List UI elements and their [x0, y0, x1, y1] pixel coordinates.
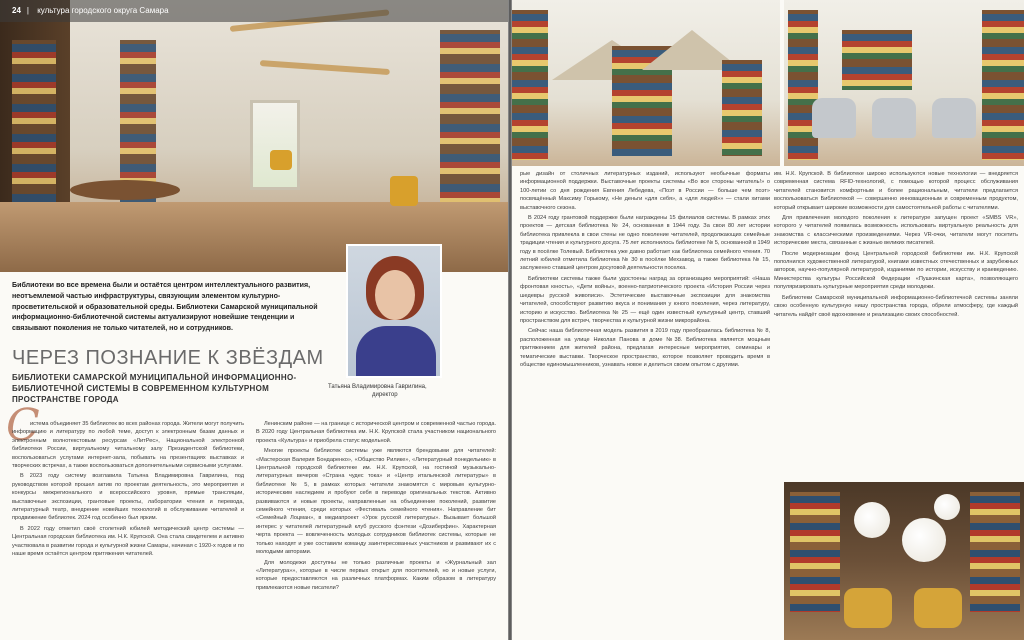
photo-bookshelf [970, 492, 1020, 612]
paragraph: В 2022 году отметил своё столетний юбилей методический центр системы — Центральная городская библиотека им. Н.К. Крупской. Она стала свидетелем и активно участвовала в развитии города и культурной жизни Самары, начиная с 1920-х годов и по наше время остаётся центром притяжения читателей. [12, 525, 244, 558]
text-column-left-2 [256, 420, 496, 638]
photo-bookshelf [790, 492, 840, 612]
photo-window [250, 100, 300, 190]
photo-airplane-model [260, 60, 390, 75]
page-number: 24 [12, 6, 21, 15]
paragraph: Библиотеки Самарской муниципальной информационно-библиотечной системы заняли свою особенную культурную нишу пространства города, обрели атмосферу, где каждый читатель найдёт своё вдохновение и реализацию своих способностей. [774, 294, 1018, 318]
text-column-right-2 [774, 170, 1018, 480]
header-separator: | [26, 6, 29, 15]
photo-bookshelf [982, 10, 1024, 160]
running-head [0, 0, 508, 22]
paragraph: Библиотеки системы также были удостоены наград за организацию мероприятий: «Наша фронтовая юность», «Дети войны», военно-патриотического проекта «История России через шедевры русской живописи». Эстетические выставочные экспозиции для знакомства читателей, способствуют развитию вкуса и понимания у юного поколения, через литературу, историю и искусство. Библиотека № 25 — ещё один известный культурный центр, ставший пространством для встреч, творчества и культурной жизни микрорайона. [520, 275, 770, 324]
photo-bookshelf [512, 10, 548, 160]
photo-bookshelf [440, 30, 500, 230]
library-interior-photo [0, 0, 508, 272]
paragraph: Многие проекты библиотек системы уже являются брендовыми для читателей: «Мастерская Валерия Бондаренко», «Общество Рилике», «Литературный понедельник» в Центральной городской библиотеке им. Н.К. Крупской, на гостиной музыкально-литературных вечеров «Страна чудес тока» и «Центр итальянской литературы» в библиотеке № 5, в рамках которых читатели знакомятся с мировым культурно-историческим наследием и пробуют себя в переводе оригинальных текстов. Активно развиваются и новые проекты, направленные на объединение поколений, развитие семейного чтения, среди которых «Фестиваль семейного чтения». Направление бит «Семейный Лоцман», в медиапроект «Урок русской литературы». Вызывает большой интерес у читателей литературный клуб русского фэнтези «Дозиберфин». Характерная черта проекта — вовлеченность молодых сотрудников библиотек системы, которые не только находят и уже составили команду заинтересованных участников и развивают их с молодыми авторами. [256, 448, 496, 556]
portrait-caption [328, 383, 468, 399]
paragraph: Сейчас наша библиотечная модель развития в 2019 году преобразилась библиотека № 8, расположенная на улице Николая Панова в доме №38. Библиотека является мощным притяжением для жителей района, предлагая интересные мероприятия, семинары и тематические выставки. Творческое пространство, которое позволяет проводить время в обществе единомышленников, узнавать новое и делиться своим опытом с другими. [520, 328, 770, 368]
caption-role: директор [372, 392, 398, 398]
paragraph: Ленинским районе — на границе с исторической центром и современной частью города. В 2020 году Центральная библиотека им. Н.К. Крупской стала участником национального проекта «Культура» и приобрела статус модельной. [256, 421, 496, 444]
lead-paragraph: Библиотеки во все времена были и остаётся центром интеллектуального развития, неотъемлемой частью инфраструктуры, связующим элементом культурно-просветительской и образовательной среды. Библиотеки Самарской муниципальной информационно-библиотечной системы актуализируют новейшие тенденции и связывают поколения не только читателей, но и сотрудников. [12, 281, 318, 333]
paragraph: В 2024 году грантовой поддержке были награждены 15 филиалов системы. В рамках этих проектов — детская библиотека № 24, основанная в 1944 году. За свои 80 лет истории библиотека привлекла в свои стены не одно поколение читателей, продолжающих семейные традиции чтения и культурного досуга. 75 лет исполнилось библиотеке № 5, основанной в 1949 году в посёлке Толевый. Библиотека уже давно работает как библиотека семейного чтения. 70 летний юбилей отметила библиотека № 30 в посёлке Мехзавод, а также библиотека № 15, заслуженно ставшей центром досуговой деятельности поселка. [520, 215, 770, 272]
text-column-left-1 [12, 420, 244, 638]
reading-room-photo [784, 482, 1024, 640]
photo-divider [780, 0, 784, 166]
paragraph: Для молодежи доступны не только различные проекты и «Журнальный зал «Литература»», которые в числе первых открыт для посетителей, но и новые услуги, которые предоставляются на различных платформах. Каким образом в литературу привлекаются новые писатели? [256, 559, 496, 591]
photo-lamp [854, 502, 890, 538]
photo-lamp [934, 494, 960, 520]
right-page [512, 0, 1024, 640]
photo-lamp [902, 518, 946, 562]
paragraph: В 2023 году систему возглавила Татьяна Владимировна Гаврилина, под руководством которой прошел актив по проектам деятельность, это мероприятия и конкурсы межрегионального и всероссийского уровня, прямые трансляции, выставочные экспозиции, грантовые проекты, лаборатории чтения и перевода, литературный театр, внедрение новейших технологий в обслуживание читателей и продвижение библиотек. 2024 год особенно был ярким. [12, 473, 244, 522]
left-page [0, 0, 508, 640]
photo-bookshelf [722, 60, 762, 156]
photo-armchair [390, 176, 418, 206]
photo-armchair [872, 98, 916, 138]
article-headline: ЧЕРЕЗ ПОЗНАНИЕ К ЗВЁЗДАМ [12, 347, 324, 369]
photo-bookshelf [842, 30, 912, 90]
paragraph: Для привлечения молодого поколения к литературе запущен проект «SMBS VR», которого у читателей появилась возможность использовать виртуальную реальность для знакомства с классическими произведениями. Через VR-очки, читатели могут посетить исторические места, связанные с жизнью великих писателей. [774, 215, 1018, 247]
caption-name: Татьяна Владимировна Гаврилина, [328, 384, 427, 390]
text-column-right-1 [520, 170, 770, 638]
photo-armchair [812, 98, 856, 138]
paragraph: рые дизайн от столичных литературных изданий, используют необычные форматы информационной поддержки. Выставочные проекты системы «Во все стороны читатель!» о 100-летии со дня рождения Евгения Лебедева, «Поэт в России — больше чем поэт» посвящённый Максиму Горькому, «Не деньги «для себя», а «для людей»» — стали хитами выставочного сезона. [520, 171, 770, 211]
photo-armchair [914, 588, 962, 628]
paragraph: После модернизации фонд Центральной городской библиотеки им. Н.К. Крупской пополнился художественной литературой, книгами известных отечественных и зарубежных авторов, научно-популярной литературой, изданиями по истории, искусству и краеведению. Министерства культуры Российской Федерации «Пушкинская карта», позволяющего популяризировать культурные мероприятия среди молодежи. [774, 250, 1018, 291]
paragraph: истема объединяет 35 библиотек во всех районах города. Жители могут получить информацию и литературу по любой теме, доступ к электронным базам данных и электронным волнотекстовым ресурсам «ЛитРес», Национальной электронной библиотеки России, виртуальному читальному залу Президентской библиотеки, воспользоваться услугами интернет-зала, побывать на презентациях выставках и творческих встречах, а также воспользоваться дополнительными сервисными услугами. [12, 421, 244, 470]
drop-cap: С [6, 400, 40, 451]
photo-armchair [844, 588, 892, 628]
photo-table [70, 180, 180, 200]
paragraph: им. Н.К. Крупской. В библиотеке широко используются новые технологии — внедряется современная система RFID-технологий, с помощью которой процесс обслуживания читателей становится комфортным и более рациональным, читатели предлагается воспользоваться Библиотекой — совершенно инновационным и современным продуктом, который открывает широкие возможности для самостоятельной работы с читателями. [774, 171, 1018, 211]
portrait-face [375, 270, 415, 320]
section-title: культура городского округа Самара [37, 6, 169, 15]
portrait-body [356, 326, 436, 378]
photo-armchair [270, 150, 292, 170]
article-subheadline: БИБЛИОТЕКИ САМАРСКОЙ МУНИЦИПАЛЬНОЙ ИНФОРМАЦИОННО-БИБЛИОТЕЧНОЙ СИСТЕМЫ В СОВРЕМЕННОМ КУЛЬТУРНОМ ПРОСТРАНСТВЕ ГОРОДА [12, 373, 297, 404]
photo-armchair [932, 98, 976, 138]
library-halls-photo [512, 0, 1024, 166]
director-portrait [346, 244, 442, 378]
